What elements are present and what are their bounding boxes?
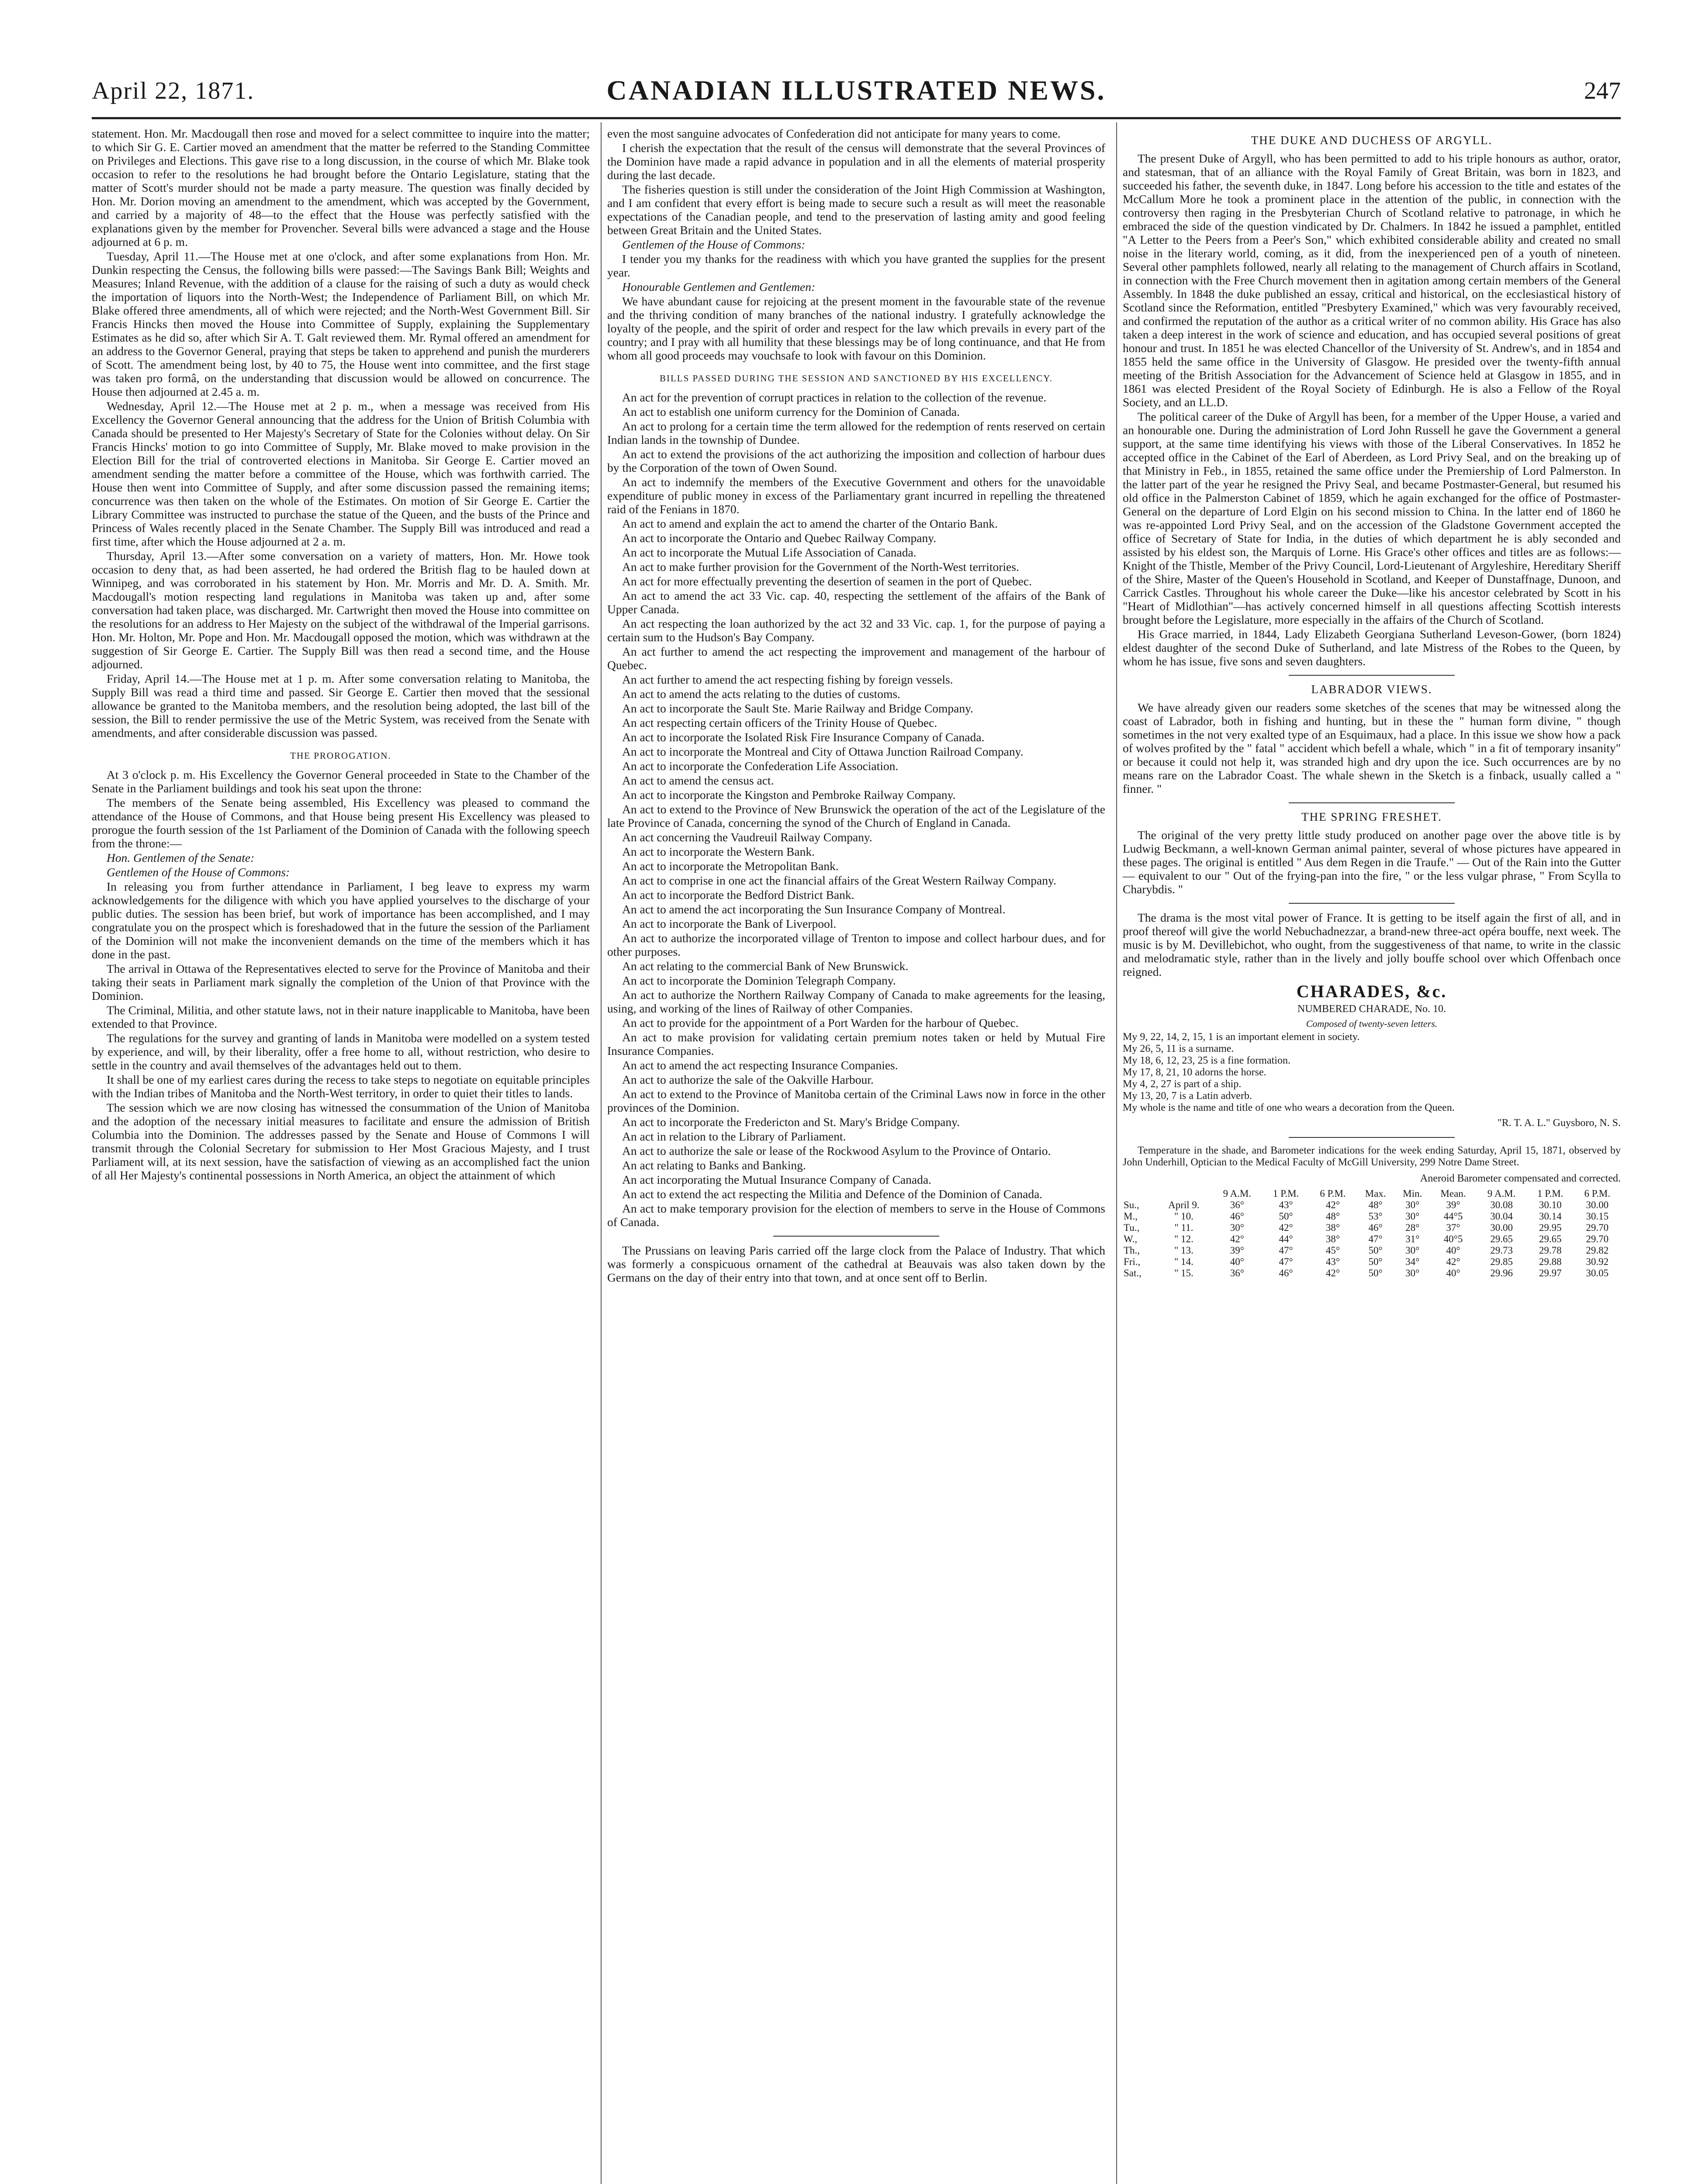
section-heading: LABRADOR VIEWS. — [1311, 683, 1432, 696]
weather-header-cell — [1123, 1188, 1156, 1199]
bill-item: An act to make provision for validating certain premium notes taken or held by Mutual Fire Insurance Companies. — [607, 1030, 1105, 1057]
weather-cell: Sat., — [1124, 1268, 1142, 1279]
bill-item: An act to amend the act respecting Insurance Companies. — [622, 1058, 898, 1072]
bill-item: An act to incorporate the Bedford District Bank. — [622, 888, 854, 902]
charade-line: My 26, 5, 11 is a surname. — [1123, 1043, 1234, 1054]
weather-cell: 40°5 — [1443, 1234, 1463, 1244]
charade-subtitle: Composed of twenty-seven letters. — [1306, 1018, 1438, 1029]
weather-cell: " 12. — [1174, 1234, 1193, 1244]
weather-cell: 40° — [1446, 1245, 1460, 1256]
bill-item: An act to extend the provisions of the act authorizing the imposition and collection of harbour dues by the Corporation of the town of Owen Sound. — [607, 447, 1105, 474]
column-divider — [1116, 122, 1117, 2184]
weather-row — [1123, 1245, 1621, 1256]
bill-item: An act to authorize the sale of the Oakville Harbour. — [622, 1073, 874, 1086]
page-number: 247 — [1584, 77, 1621, 104]
paragraph: I tender you my thanks for the readiness with which you have granted the supplies for the present year. — [607, 252, 1105, 279]
bill-item: An act to extend the act respecting the Militia and Defence of the Dominion of Canada. — [622, 1187, 1043, 1201]
bill-item: An act to prolong for a certain time the term allowed for the redemption of rents reserved on certain Indian lands in the township of Dundee. — [607, 419, 1105, 446]
weather-cell: 30° — [1405, 1268, 1420, 1279]
weather-cell: 30.05 — [1586, 1268, 1609, 1279]
bill-item: An act to incorporate the Fredericton and St. Mary's Bridge Company. — [622, 1115, 960, 1129]
paragraph: The fisheries question is still under the consideration of the Joint High Commission at Washington, and I am confident that every effort is being made to secure such a result as will meet the reasonable expectations of the Canadian people, and tend to the preservation of lasting amity and good feeling between Great Britain and the United States. — [607, 183, 1105, 237]
column-2 — [607, 127, 1105, 1285]
weather-header-cell: 9 A.M. — [1487, 1188, 1516, 1199]
divider — [1289, 675, 1455, 676]
weather-cell: 53° — [1368, 1211, 1383, 1222]
salutation: Gentlemen of the House of Commons: — [622, 238, 806, 251]
weather-cell: Th., — [1124, 1245, 1140, 1256]
charade-line: My 13, 20, 7 is a Latin adverb. — [1123, 1090, 1252, 1102]
weather-cell: 42° — [1325, 1199, 1340, 1210]
bill-item: An act to incorporate the Ontario and Quebec Railway Company. — [622, 531, 937, 545]
paragraph: In releasing you from further attendance in Parliament, I beg leave to express my warm acknowledgements for the diligence with which you have applied yourselves to the discharge of your public duties. The session has been brief, but work of importance has been accomplished, and I may congratulate you on the prospect which is foreshadowed that in the future the session of the Parliament of the Dominion will not make the inconvenient demands on the time of the members which it has done in the past. — [92, 880, 590, 961]
weather-cell: 38° — [1325, 1222, 1340, 1233]
bill-item: An act to authorize the sale or lease of the Rockwood Asylum to the Province of Ontario. — [622, 1144, 1051, 1158]
weather-cell: 28° — [1405, 1222, 1420, 1233]
paragraph: The drama is the most vital power of France. It is getting to be itself again the first of all, and in proof thereof will give the world Nebuchadnezzar, a brand-new three-act opéra bouffe, next week. The music is by M. Devillebichot, who ought, from the suggestiveness of that name, to write in the classic and melodramatic style, rather than in the lively and jolly bouffe school over which Offenbach once reigned. — [1123, 911, 1621, 978]
column-1 — [92, 127, 590, 1183]
weather-cell: 40° — [1446, 1268, 1460, 1279]
paragraph: The original of the very pretty little study produced on another page over the above title is by Ludwig Beckmann, a well-known German animal painter, several of whose pictures have appeared in these pages. The original is entitled " Aus dem Regen in die Traufe." — Out of the Rain into the Gutter — equivalent to our " Out of the frying-pan into the fire, " or the less vulgar phrase, " From Scylla to Charybdis. " — [1123, 828, 1621, 896]
weather-header-cell: 9 A.M. — [1223, 1188, 1252, 1199]
weather-cell: " 13. — [1174, 1245, 1193, 1256]
paragraph: Friday, April 14.—The House met at 1 p. m. After some conversation relating to Manitoba, the Supply Bill was read a third time and passed. Sir George E. Cartier then moved that the sessional allowance be granted to the Manitoba members, and the resolution being adopted, the last bill of the session, the Bill to render permissive the use of the Metric System, was received from the Senate with amendments, and after considerable discussion was passed. — [92, 672, 590, 740]
weather-cell: 30° — [1230, 1222, 1244, 1233]
weather-header-cell: 6 P.M. — [1584, 1188, 1610, 1199]
weather-cell: 47° — [1279, 1245, 1293, 1256]
weather-cell: 30.00 — [1490, 1222, 1513, 1233]
charade-title: NUMBERED CHARADE, No. 10. — [1297, 1003, 1446, 1015]
weather-cell: 47° — [1368, 1234, 1383, 1244]
bill-item: An act to extend to the Province of Manitoba certain of the Criminal Laws now in force in the other provinces of the Dominion. — [607, 1087, 1105, 1114]
weather-cell: 50° — [1368, 1256, 1383, 1267]
bills-list — [607, 390, 1105, 1229]
paragraph: The members of the Senate being assembled, His Excellency was pleased to command the attendance of the House of Commons, and that House being present His Excellency was pleased to prorogue the fourth session of the 1st Parliament of the Dominion of Canada with the following speech from the throne:— — [92, 796, 590, 850]
bill-item: An act to incorporate the Montreal and City of Ottawa Junction Railroad Company. — [622, 745, 1024, 758]
bill-item: An act further to amend the act respecting fishing by foreign vessels. — [622, 673, 953, 686]
weather-table — [1123, 1188, 1621, 1279]
bill-item: An act to incorporate the Kingston and Pembroke Railway Company. — [622, 788, 956, 802]
bill-item: An act to amend the act incorporating the Sun Insurance Company of Montreal. — [622, 902, 1006, 916]
bill-item: An act to incorporate the Confederation Life Association. — [622, 759, 899, 773]
weather-cell: " 14. — [1174, 1256, 1193, 1267]
weather-note: Aneroid Barometer compensated and corrected. — [1420, 1173, 1621, 1184]
weather-cell: 42° — [1446, 1256, 1460, 1267]
weather-row — [1123, 1268, 1621, 1279]
weather-cell: 43° — [1325, 1256, 1340, 1267]
charade-line: My 9, 22, 14, 2, 15, 1 is an important element in society. — [1123, 1031, 1360, 1043]
weather-cell: 50° — [1279, 1211, 1293, 1222]
weather-cell: 29.65 — [1539, 1234, 1562, 1244]
weather-cell: Su., — [1124, 1199, 1139, 1210]
weather-cell: 46° — [1230, 1211, 1244, 1222]
weather-cell: 30.14 — [1539, 1211, 1562, 1222]
bill-item: An act to incorporate the Dominion Telegraph Company. — [622, 974, 896, 987]
salutation: Honourable Gentlemen and Gentlemen: — [622, 280, 816, 294]
bill-item: An act to make further provision for the Government of the North-West territories. — [622, 560, 1019, 574]
weather-row — [1123, 1234, 1621, 1245]
bill-item: An act to extend to the Province of New Brunswick the operation of the act of the Legislature of the late Province of Canada, concerning the synod of the Church of England in Canada. — [607, 802, 1105, 829]
weather-cell: 30° — [1405, 1211, 1420, 1222]
paragraph: The Prussians on leaving Paris carried off the large clock from the Palace of Industry. That which was formerly a conspicuous ornament of the cathedral at Beauvais was also taken down by the Germans on the day of their entry into that town, and at once sent off to Berlin. — [607, 1244, 1105, 1284]
weather-cell: Tu., — [1124, 1222, 1140, 1233]
weather-cell: 46° — [1368, 1222, 1383, 1233]
weather-row — [1123, 1211, 1621, 1222]
charade-line: My 18, 6, 12, 23, 25 is a fine formation. — [1123, 1055, 1290, 1066]
bill-item: An act to authorize the incorporated village of Trenton to impose and collect harbour dues, and for other purposes. — [607, 931, 1105, 958]
weather-cell: 29.85 — [1490, 1256, 1513, 1267]
weather-cell: 44°5 — [1443, 1211, 1463, 1222]
weather-cell: 48° — [1325, 1211, 1340, 1222]
divider — [773, 1236, 939, 1237]
divider — [1289, 802, 1455, 803]
bill-item: An act to incorporate the Isolated Risk Fire Insurance Company of Canada. — [622, 730, 985, 744]
weather-cell: Fri., — [1124, 1256, 1141, 1267]
bill-item: An act to provide for the appointment of a Port Warden for the harbour of Quebec. — [622, 1016, 1019, 1030]
issue-date: April 22, 1871. — [92, 77, 255, 104]
weather-cell: W., — [1124, 1234, 1138, 1244]
weather-cell: 29.73 — [1490, 1245, 1513, 1256]
bill-item: An act respecting the loan authorized by the act 32 and 33 Vic. cap. 1, for the purpose of paying a certain sum to the Hudson's Bay Company. — [607, 617, 1105, 644]
salutation: Gentlemen of the House of Commons: — [107, 865, 290, 879]
weather-cell: April 9. — [1168, 1199, 1200, 1210]
weather-cell: 45° — [1325, 1245, 1340, 1256]
weather-row — [1123, 1199, 1621, 1211]
weather-cell: 30° — [1405, 1245, 1420, 1256]
weather-header-cell: Max. — [1365, 1188, 1386, 1199]
bill-item: An act for the prevention of corrupt practices in relation to the collection of the revenue. — [622, 390, 1047, 404]
weather-header-cell: Min. — [1403, 1188, 1422, 1199]
weather-cell: 29.70 — [1586, 1234, 1609, 1244]
weather-cell: 44° — [1279, 1234, 1293, 1244]
weather-cell: 29.95 — [1539, 1222, 1562, 1233]
weather-cell: 29.96 — [1490, 1268, 1513, 1279]
weather-cell: 29.97 — [1539, 1268, 1562, 1279]
salutation: Hon. Gentlemen of the Senate: — [107, 851, 255, 864]
weather-cell: 30.04 — [1490, 1211, 1513, 1222]
paragraph: statement. Hon. Mr. Macdougall then rose and moved for a select committee to inquire into the matter; to which Sir G. E. Cartier moved an amendment that the matter be referred to the Standing Committee on Privileges and Elections. This gave rise to a long discussion, in the course of which Mr. Blake took occasion to refer to the resolutions he had brought before the Ontario Legislature, stating that the matter of Scott's murder should not be made a party measure. The question was finally decided by Hon. Mr. Dorion moving an amendment to the amendment, which was accepted by the Government, and carried by a majority of 48—to the effect that the House was perfectly satisfied with the explanations given by the member for Provencher. Several bills were advanced a stage and the House adjourned at 6 p. m. — [92, 127, 590, 249]
paragraph: We have already given our readers some sketches of the scenes that may be witnessed along the coast of Labrador, both in fishing and hunting, but in these the " human form divine, " though sometimes in the not very exalted type of an Esquimaux, had a place. In this issue we show how a pack of wolves profited by the " fatal " accident which befell a whale, which " in a fit of temporary insanity" or because it could not help it, was stranded high and dry upon the ice. Such occurrences are by no means rare on the Labrador Coast. The whale shewn in the Sketch is a finback, usually called a " finner. " — [1123, 701, 1621, 795]
divider — [1289, 1137, 1455, 1138]
weather-cell: 36° — [1230, 1199, 1244, 1210]
charade-line: My whole is the name and title of one who wears a decoration from the Queen. — [1123, 1102, 1455, 1113]
weather-cell: 29.65 — [1490, 1234, 1513, 1244]
paragraph: The regulations for the survey and granting of lands in Manitoba were modelled on a system tested by experience, and will, by their liberality, offer a free home to all, without restriction, who desire to settle in the country and avail themselves of the advantages held out to them. — [92, 1031, 590, 1072]
paragraph: The arrival in Ottawa of the Representatives elected to serve for the Province of Manitoba and their taking their seats in Parliament mark signally the completion of the Union of that Province with the Dominion. — [92, 962, 590, 1002]
paragraph: At 3 o'clock p. m. His Excellency the Governor General proceeded in State to the Chamber of the Senate in the Parliament buildings and took his seat upon the throne: — [92, 768, 590, 795]
weather-cell: 30° — [1405, 1199, 1420, 1210]
paragraph: Wednesday, April 12.—The House met at 2 p. m., when a message was received from His Excellency the Governor General announcing that the address for the Union of British Columbia with Canada should be presented to Her Majesty's Secretary of State for the Colonies without delay. On Sir Francis Hincks' motion to go into Committee of Supply, Mr. Blake moved to make provision in the Election Bill for the trial of controverted elections in Manitoba. Sir George E. Cartier moved an amendment sending the matter before a committee of the House, which was forthwith carried. The House then went into Committee of Supply, and after some discussion passed the remaining items; concurrence was then taken on the whole of the Estimates. On motion of Sir George E. Cartier the Library Committee was instructed to purchase the statue of the Queen, and the busts of the Prince and Princess of Wales recently placed in the Senate Chamber. The Supply Bill was introduced and read a first time, after which the House adjourned at 2 a. m. — [92, 399, 590, 548]
section-heading: BILLS PASSED DURING THE SESSION AND SANCTIONED BY HIS EXCELLENCY. — [659, 373, 1053, 384]
bill-item: An act to incorporate the Mutual Life Association of Canada. — [622, 546, 917, 559]
section-heading: THE PROROGATION. — [290, 750, 391, 761]
paragraph: Thursday, April 13.—After some conversation on a variety of matters, Hon. Mr. Howe took occasion to deny that, as had been asserted, he had ordered the British flag to be hauled down at Winnipeg, and was corroborated in his statement by Hon. Mr. Morris and Mr. D. A. Smith. Mr. Macdougall's motion respecting land regulations in Manitoba was taken up and, after some conversation had taken place, was discharged. Mr. Cartwright then moved the House into committee on the resolutions for an address to Her Majesty on the subject of the withdrawal of the Imperial garrisons. Hon. Mr. Holton, Mr. Pope and Hon. Mr. Macdougall opposed the motion, which was withdrawn at the suggestion of Sir George E. Cartier. The Supply Bill was then read a second time, and the House adjourned. — [92, 549, 590, 671]
weather-cell: 29.88 — [1539, 1256, 1562, 1267]
bill-item: An act to incorporate the Sault Ste. Marie Railway and Bridge Company. — [622, 702, 973, 715]
paragraph: We have abundant cause for rejoicing at the present moment in the favourable state of the revenue and the thriving condition of many branches of the national industry. I gratefully acknowledge the loyalty of the people, and the spirit of order and respect for the law which prevails in every part of the country; and I pray with all humility that these blessings may be of long continuance, and that He from whom all good proceeds may vouchsafe to look with favour on this Dominion. — [607, 294, 1105, 362]
weather-cell: 48° — [1368, 1199, 1383, 1210]
bill-item: An act in relation to the Library of Parliament. — [622, 1130, 846, 1143]
weather-cell: " 15. — [1174, 1268, 1193, 1279]
paragraph: I cherish the expectation that the result of the census will demonstrate that the several Provinces of the Dominion have made a rapid advance in population and in all the elements of material prosperity during the last decade. — [607, 141, 1105, 182]
weather-cell: 30.92 — [1586, 1256, 1609, 1267]
bill-item: An act to authorize the Northern Railway Company of Canada to make agreements for the leasing, using, and working of the lines of Railway of other Companies. — [607, 988, 1105, 1015]
divider — [1289, 903, 1455, 904]
bill-item: An act to indemnify the members of the Executive Government and others for the unavoidable expenditure of public money in excess of the Parliamentary grant incurred in repelling the threatened raid of the Fenians in 1870. — [607, 475, 1105, 516]
paragraph: The political career of the Duke of Argyll has been, for a member of the Upper House, a varied and an honourable one. During the administration of Lord John Russell he gave the Government a general support, at the same time identifying his views with those of the Liberal Conservatives. In 1852 he accepted office in the Cabinet of the Earl of Aberdeen, as Lord Privy Seal, and on the breaking up of that Ministry in Feb., in 1855, retained the same office under the Premiership of Lord Palmerston. In the latter part of the year he resigned the Privy Seal, and became Postmaster-General, but resumed his old office in the Palmerston Cabinet of 1859, which he again exchanged for the office of Postmaster-General on the departure of Lord Elgin on his second mission to China. In the latter end of 1860 he was re-appointed Lord Privy Seal, and on the accession of the Gladstone Government accepted the office of Secretary of State for India, in the duties of which department he is ably seconded and assisted by his eldest son, the Marquis of Lorne. His Grace's other offices and titles are as follows:—Knight of the Thistle, Member of the Privy Council, Lord-Lieutenant of Argyleshire, Hereditary Sheriff of the Shire, Master of the Queen's Household in Scotland, and Keeper of Dunstaffnage, Dunoon, and Carrick Castles. Throughout his whole career the Duke—like his ancestor celebrated by Scott in his "Heart of Midlothian"—has actively concerned himself in all questions affecting Scottish interests brought before the Legislature, more especially in the affairs of the Church of Scotland. — [1123, 410, 1621, 626]
weather-cell: 29.70 — [1586, 1222, 1609, 1233]
charade-line: My 4, 2, 27 is part of a ship. — [1123, 1078, 1242, 1090]
weather-cell: 46° — [1279, 1268, 1293, 1279]
bill-item: An act concerning the Vaudreuil Railway Company. — [622, 830, 872, 844]
weather-cell: 43° — [1279, 1199, 1293, 1210]
bill-item: An act for more effectually preventing the desertion of seamen in the port of Quebec. — [622, 574, 1032, 588]
charade-line: My 17, 8, 21, 10 adorns the horse. — [1123, 1067, 1266, 1078]
paragraph: The present Duke of Argyll, who has been permitted to add to his triple honours as author, orator, and statesman, that of an alliance with the Royal Family of Great Britain, was born in 1823, and succeeded his father, the seventh duke, in 1847. Long before his accession to the title and estates of the McCallum More he took a prominent place in the attention of the public, in connection with the controversy then raging in the Presbyterian Church of Scotland relative to patronage, in which he embraced the side of the question vindicated by Dr. Chalmers. In 1842 he issued a pamphlet, entitled "A Letter to the Peers from a Peer's Son," which exhibited considerable ability and created no small noise in the literary world, coming, as it did, from the inexperienced pen of a youth of nineteen. Several other pamphlets followed, nearly all relating to the management of Church affairs in Scotland, in connection with the Free Church movement then in agitation among certain members of the General Assembly. In 1848 the duke published an essay, critical and historical, on the ecclesiastical history of Scotland since the Reformation, entitled "Presbytery Examined," which was very favourably received, and confirmed the reputation of the author as a critical writer of no common ability. His Grace has also taken a deep interest in the work of science and education, and has occupied several positions of great honour and trust. In 1851 he was elected Chancellor of the University of St. Andrew's, and in 1854 and 1855 held the same office in the University of Glasgow. He presided over the twenty-fifth annual meeting of the British Association for the Advancement of Science held at Glasgow in 1855, and in 1861 was elected President of the Royal Society of Edinburgh. He is also a Fellow of the Royal Society, and an LL.D. — [1123, 152, 1621, 409]
bill-item: An act to establish one uniform currency for the Dominion of Canada. — [622, 405, 960, 418]
charade-signature: "R. T. A. L." Guysboro, N. S. — [1497, 1117, 1621, 1129]
weather-cell: 38° — [1325, 1234, 1340, 1244]
weather-cell: 39° — [1230, 1245, 1244, 1256]
bill-item: An act relating to the commercial Bank of New Brunswick. — [622, 959, 909, 973]
bill-item: An act to comprise in one act the financial affairs of the Great Western Railway Company. — [622, 874, 1056, 887]
weather-cell: 50° — [1368, 1268, 1383, 1279]
bill-item: An act to make temporary provision for the election of members to serve in the House of Commons of Canada. — [607, 1202, 1105, 1229]
weather-header-cell — [1156, 1188, 1212, 1199]
bill-item: An act to incorporate the Bank of Liverpool. — [622, 917, 837, 930]
paragraph: The session which we are now closing has witnessed the consummation of the Union of Manitoba and the adoption of the necessary initial measures to facilitate and ensure the admission of British Columbia into the Dominion. The addresses passed by the Senate and House of Commons I will transmit through the Colonial Secretary for submission to Her Most Gracious Majesty, and I trust Parliament will, at its next session, have the satisfaction of viewing as an accomplished fact the union of all Her Majesty's continental possessions in North America, an object the attainment of which — [92, 1101, 590, 1182]
weather-cell: 30.08 — [1490, 1199, 1513, 1210]
section-heading: THE SPRING FRESHET. — [1301, 810, 1442, 823]
weather-row — [1123, 1222, 1621, 1234]
weather-cell: 31° — [1405, 1234, 1420, 1244]
paragraph: His Grace married, in 1844, Lady Elizabeth Georgiana Sutherland Leveson-Gower, (born 1824) eldest daughter of the second Duke of Sutherland, and late Mistress of the Robes to the Queen, by whom he has issue, five sons and seven daughters. — [1123, 627, 1621, 668]
paragraph: even the most sanguine advocates of Confederation did not anticipate for many years to come. — [607, 127, 1061, 140]
weather-header-cell: 1 P.M. — [1537, 1188, 1564, 1199]
weather-cell: " 10. — [1174, 1211, 1193, 1222]
bill-item: An act to incorporate the Western Bank. — [622, 845, 815, 858]
bill-item: An act to incorporate the Metropolitan Bank. — [622, 859, 839, 873]
bill-item: An act further to amend the act respecting the improvement and management of the harbour of Quebec. — [607, 645, 1105, 672]
weather-cell: 36° — [1230, 1268, 1244, 1279]
weather-cell: 29.78 — [1539, 1245, 1562, 1256]
paragraph: It shall be one of my earliest cares during the recess to take steps to negotiate on equitable principles with the Indian tribes of Manitoba and the North-West territory, in order to quiet their titles to lands. — [92, 1073, 590, 1100]
weather-intro: Temperature in the shade, and Barometer indications for the week ending Saturday, April 15, 1871, observed by John Underhill, Optician to the Medical Faculty of McGill University, 299 Notre Dame Street. — [1123, 1145, 1621, 1168]
column-3 — [1123, 127, 1621, 1279]
weather-cell: 30.15 — [1586, 1211, 1609, 1222]
bill-item: An act incorporating the Mutual Insurance Company of Canada. — [622, 1173, 931, 1186]
bill-item: An act to amend the act 33 Vic. cap. 40, respecting the settlement of the affairs of the Bank of Upper Canada. — [607, 589, 1105, 616]
weather-header-row — [1123, 1188, 1621, 1199]
weather-cell: 30.00 — [1586, 1199, 1609, 1210]
weather-cell: 34° — [1405, 1256, 1420, 1267]
masthead — [92, 74, 1621, 114]
weather-cell: 47° — [1279, 1256, 1293, 1267]
weather-header-cell: Mean. — [1440, 1188, 1466, 1199]
charade-lines — [1123, 1031, 1621, 1114]
column-divider — [601, 122, 602, 2184]
bill-item: An act to amend the acts relating to the duties of customs. — [622, 687, 900, 701]
section-heading: CHARADES, &c. — [1296, 981, 1447, 1001]
weather-cell: 50° — [1368, 1245, 1383, 1256]
weather-row — [1123, 1256, 1621, 1268]
weather-cell: 42° — [1279, 1222, 1293, 1233]
weather-header-cell: 6 P.M. — [1320, 1188, 1346, 1199]
paragraph: The Criminal, Militia, and other statute laws, not in their nature inapplicable to Manitoba, have been extended to that Province. — [92, 1003, 590, 1030]
weather-cell: 42° — [1230, 1234, 1244, 1244]
bill-item: An act relating to Banks and Banking. — [622, 1158, 806, 1172]
bill-item: An act to amend the census act. — [622, 774, 774, 787]
weather-cell: 30.10 — [1539, 1199, 1562, 1210]
weather-cell: 42° — [1325, 1268, 1340, 1279]
weather-cell: 40° — [1230, 1256, 1244, 1267]
weather-cell: " 11. — [1174, 1222, 1193, 1233]
bill-item: An act respecting certain officers of the Trinity House of Quebec. — [622, 716, 937, 729]
section-heading: THE DUKE AND DUCHESS OF ARGYLL. — [1251, 134, 1493, 147]
masthead-rule — [92, 117, 1621, 119]
newspaper-title: CANADIAN ILLUSTRATED NEWS. — [606, 75, 1106, 106]
weather-cell: 29.82 — [1586, 1245, 1609, 1256]
weather-cell: 37° — [1446, 1222, 1460, 1233]
bill-item: An act to amend and explain the act to amend the charter of the Ontario Bank. — [622, 517, 998, 530]
weather-cell: 39° — [1446, 1199, 1460, 1210]
weather-cell: M., — [1124, 1211, 1138, 1222]
weather-header-cell: 1 P.M. — [1273, 1188, 1299, 1199]
paragraph: Tuesday, April 11.—The House met at one o'clock, and after some explanations from Hon. Mr. Dunkin respecting the Census, the following bills were passed:—The Savings Bank Bill; Weights and Measures; Inland Revenue, with the addition of a clause for the raising of such a duty as would check the importation of liquors into the North-West; the Independence of Parliament Bill, on which Mr. Blake offered three amendments, all of which were rejected; and the North-West Government Bill. Sir Francis Hincks then moved the House into Committee of Supply, explaining the Supplementary Estimates as he did so, after which Sir A. T. Galt reviewed them. Mr. Rymal offered an amendment for an address to the Governor General, praying that steps be taken to apprehend and punish the murderers of Scott. The amendment being lost, by 40 to 75, the House went into committee, and the first stage was taken pro formâ, on the understanding that discussion would be allowed on concurrence. The House then adjourned at 2.45 a. m. — [92, 249, 590, 398]
